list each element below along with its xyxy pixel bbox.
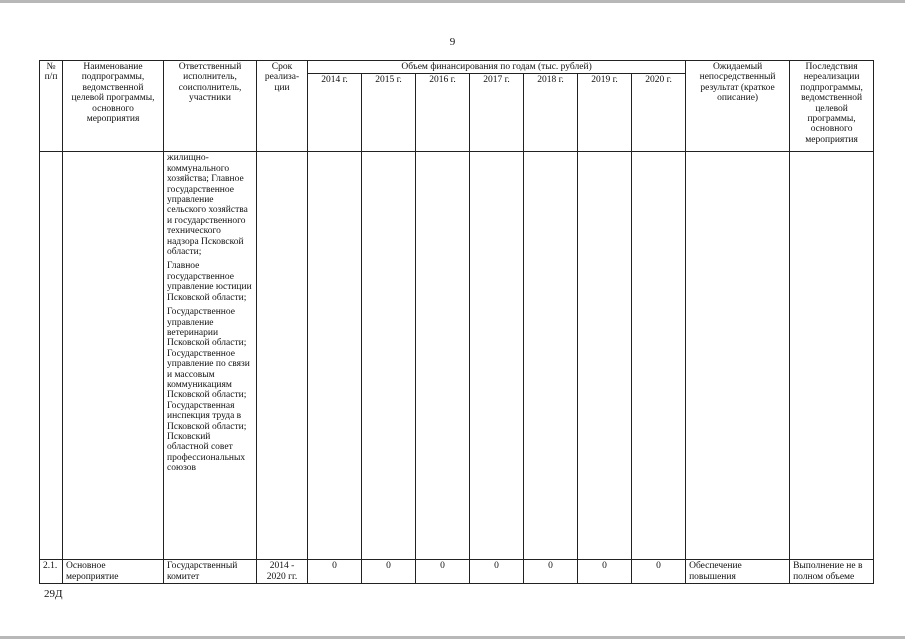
row-value: 0 (578, 560, 632, 584)
header-year: 2020 г. (632, 74, 686, 152)
header-row (40, 61, 874, 74)
header-name: Наименование подпрограммы, ведомственной целевой программы, основного мероприятия (63, 61, 164, 152)
row-value: 0 (362, 560, 416, 584)
scan-edge-top (0, 0, 905, 3)
cell-empty (257, 152, 308, 560)
header-year: 2019 г. (578, 74, 632, 152)
header-year: 2017 г. (470, 74, 524, 152)
responsible-paragraph: Государственное управление ветеринарии Псковской области; Государственное управление по связи и массовым коммуникациям Псковской области; Государственная инспекция труда в Псковской области; Псковский областной совет профессиональных союзов (167, 307, 250, 474)
responsible-paragraph: жилищно-коммунального хозяйства; Главное государственное управление сельского хозяйства и государственного технического надзора Псковской области; (167, 153, 248, 258)
header-responsible: Ответственный исполнитель, соисполнитель, участники (164, 61, 257, 152)
row-value: 0 (308, 560, 362, 584)
header-consequences: Последствия нереализации подпрограммы, ведомственной целевой программы, основного мероприятия (790, 61, 874, 152)
cell-empty (790, 152, 874, 560)
document-code: 29Д (44, 588, 63, 600)
header-year: 2018 г. (524, 74, 578, 152)
header-term: Срок реализа-ции (257, 61, 308, 152)
responsible-cell (164, 152, 257, 560)
header-result: Ожидаемый непосредственный результат (краткое описание) (686, 61, 790, 152)
header-year: 2015 г. (362, 74, 416, 152)
cell-empty (686, 152, 790, 560)
responsible-paragraph: Главное государственное управление юстиции Псковской области; (167, 261, 252, 303)
row-value: 0 (524, 560, 578, 584)
row-value: 0 (470, 560, 524, 584)
row-number: 2.1. (40, 560, 63, 584)
row-value: 0 (632, 560, 686, 584)
header-no: № п/п (40, 61, 63, 152)
continuation-row (40, 152, 874, 560)
cell-empty (578, 152, 632, 560)
cell-empty (63, 152, 164, 560)
cell-empty (362, 152, 416, 560)
cell-empty (416, 152, 470, 560)
cell-empty (524, 152, 578, 560)
row-result: Обеспечение повышения (686, 560, 790, 584)
cell-empty (40, 152, 63, 560)
page-number: 9 (449, 36, 456, 48)
cell-empty (470, 152, 524, 560)
row-responsible: Государственный комитет (164, 560, 257, 584)
scan-edge-bottom (0, 636, 905, 639)
header-year: 2016 г. (416, 74, 470, 152)
row-term: 2014 - 2020 гг. (257, 560, 308, 584)
row-value: 0 (416, 560, 470, 584)
header-year: 2014 г. (308, 74, 362, 152)
program-table (39, 60, 874, 584)
header-funding: Объем финансирования по годам (тыс. рублей) (308, 61, 686, 74)
row-name: Основное мероприятие (63, 560, 164, 584)
row-consequences: Выполнение не в полном объеме (790, 560, 874, 584)
cell-empty (632, 152, 686, 560)
cell-empty (308, 152, 362, 560)
table-row (40, 560, 874, 584)
